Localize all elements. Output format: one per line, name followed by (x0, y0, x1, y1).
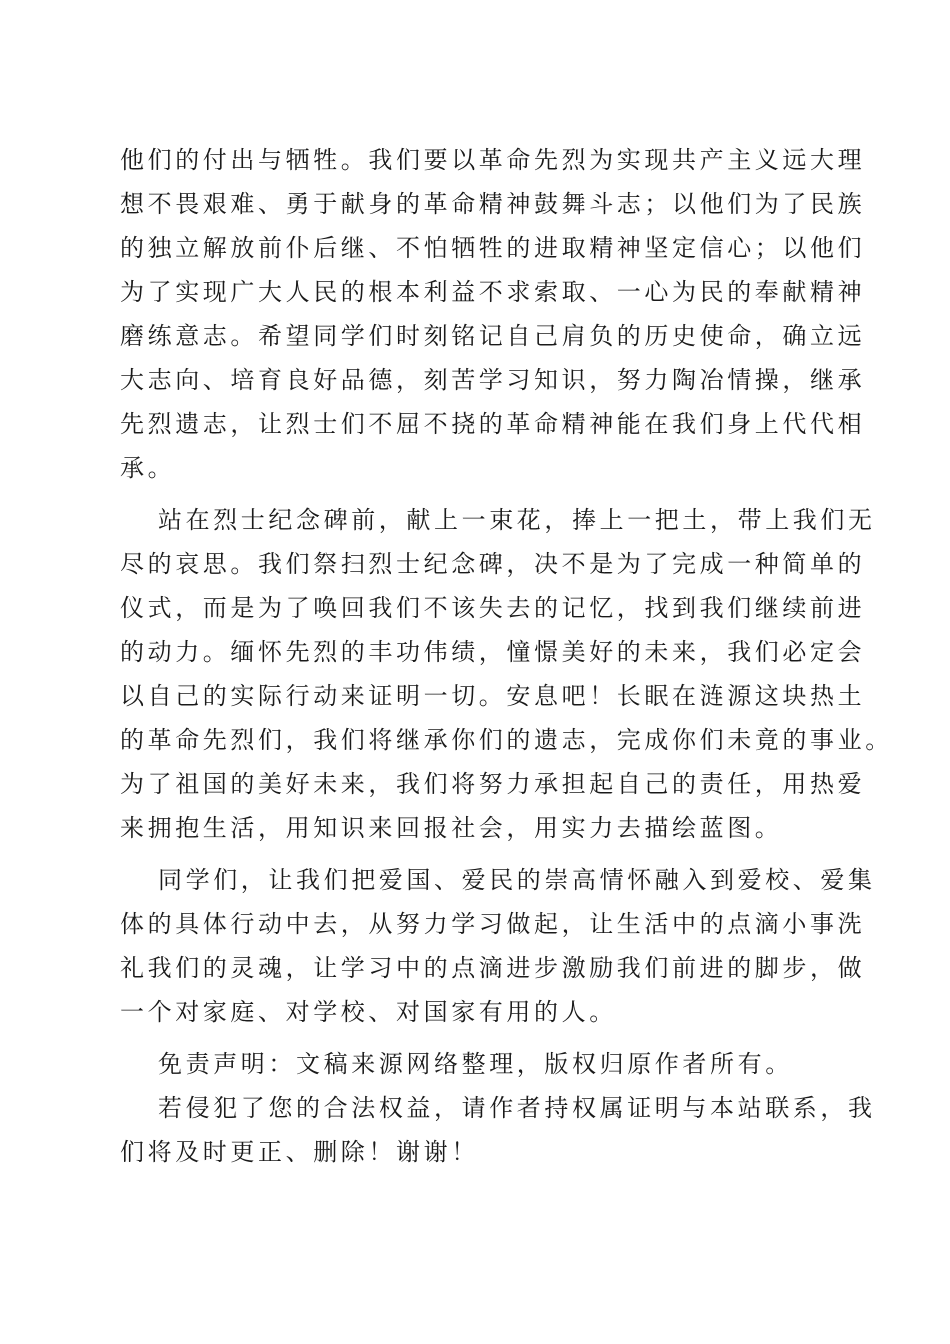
paragraph-1-line-5: 磨练意志。希望同学们时刻铭记自己肩负的历史使命，确立远 (120, 322, 866, 350)
paragraph-1-line-4: 为了实现广大人民的根本利益不求索取、一心为民的奉献精神 (120, 278, 866, 306)
paragraph-3-line-2: 体的具体行动中去，从努力学习做起，让生活中的点滴小事洗 (120, 910, 866, 938)
disclaimer-line: 免责声明：文稿来源网络整理，版权归原作者所有。 (158, 1050, 793, 1078)
paragraph-3-line-4: 一个对家庭、对学校、对国家有用的人。 (120, 998, 617, 1026)
contact-notice-line-2: 们将及时更正、删除！谢谢！ (120, 1138, 479, 1166)
paragraph-1-line-6: 大志向、培育良好品德，刻苦学习知识，努力陶冶情操，继承 (120, 366, 866, 394)
paragraph-3-line-3: 礼我们的灵魂，让学习中的点滴进步激励我们前进的脚步，做 (120, 954, 866, 982)
paragraph-2-line-4: 的动力。缅怀先烈的丰功伟绩，憧憬美好的未来，我们必定会 (120, 638, 866, 666)
paragraph-2-line-3: 仪式，而是为了唤回我们不该失去的记忆，找到我们继续前进 (120, 594, 866, 622)
paragraph-1-line-1: 他们的付出与牺牲。我们要以革命先烈为实现共产主义远大理 (120, 146, 866, 174)
paragraph-2-line-1: 站在烈士纪念碑前，献上一束花，捧上一把土，带上我们无 (158, 506, 876, 534)
contact-notice-line-1: 若侵犯了您的合法权益，请作者持权属证明与本站联系，我 (158, 1094, 876, 1122)
paragraph-1-line-8: 承。 (120, 454, 176, 482)
paragraph-2-line-7: 为了祖国的美好未来，我们将努力承担起自己的责任，用热爱 (120, 770, 866, 798)
paragraph-1-line-2: 想不畏艰难、勇于献身的革命精神鼓舞斗志；以他们为了民族 (120, 190, 866, 218)
paragraph-1-line-7: 先烈遗志，让烈士们不屈不挠的革命精神能在我们身上代代相 (120, 410, 866, 438)
paragraph-2-line-8: 来拥抱生活，用知识来回报社会，用实力去描绘蓝图。 (120, 814, 783, 842)
paragraph-3-line-1: 同学们，让我们把爱国、爱民的崇高情怀融入到爱校、爱集 (158, 866, 876, 894)
paragraph-1-line-3: 的独立解放前仆后继、不怕牺牲的进取精神坚定信心；以他们 (120, 234, 866, 262)
paragraph-2-line-6: 的革命先烈们，我们将继承你们的遗志，完成你们未竟的事业。 (120, 726, 893, 754)
paragraph-2-line-5: 以自己的实际行动来证明一切。安息吧！长眠在涟源这块热土 (120, 682, 866, 710)
paragraph-2-line-2: 尽的哀思。我们祭扫烈士纪念碑，决不是为了完成一种简单的 (120, 550, 866, 578)
